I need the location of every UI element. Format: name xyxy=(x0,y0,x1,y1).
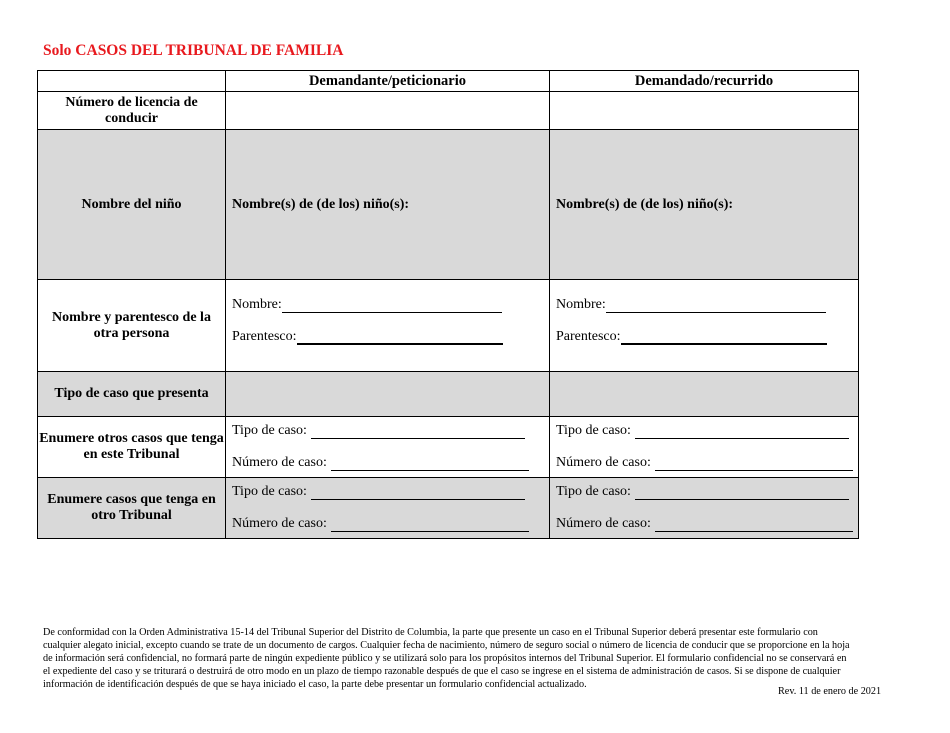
form-title: Solo CASOS DEL TRIBUNAL DE FAMILIA xyxy=(43,42,344,59)
license-row xyxy=(38,92,859,130)
respondent-relationship-field[interactable] xyxy=(621,329,827,345)
other-person-row-label: Nombre y parentesco de la otra persona xyxy=(38,280,226,372)
petitioner-external-case-number-line[interactable] xyxy=(331,517,529,532)
respondent-external-case-type-line[interactable] xyxy=(635,485,849,500)
petitioner-name-label: Nombre: xyxy=(232,296,282,312)
petitioner-other-cases-here-cell xyxy=(226,417,550,478)
petitioner-children-field[interactable] xyxy=(226,130,550,280)
respondent-children-field[interactable] xyxy=(550,130,859,280)
other-cases-elsewhere-row-label: Enumere casos que tenga en otro Tribunal xyxy=(38,478,226,539)
respondent-external-case-number-label: Número de caso: xyxy=(556,516,651,531)
petitioner-license-field[interactable] xyxy=(226,92,550,130)
petitioner-case-type-label: Tipo de caso: xyxy=(232,423,307,438)
respondent-case-number-label: Número de caso: xyxy=(556,455,651,470)
respondent-license-field[interactable] xyxy=(550,92,859,130)
license-row-label: Número de licencia de conducir xyxy=(38,92,226,130)
petitioner-relationship-field[interactable] xyxy=(297,329,503,345)
respondent-name-label: Nombre: xyxy=(556,296,606,312)
respondent-other-person-cell xyxy=(550,280,859,372)
petitioner-external-case-type-label: Tipo de caso: xyxy=(232,484,307,499)
respondent-column-header: Demandado/recurrido xyxy=(550,71,859,92)
other-cases-elsewhere-row xyxy=(38,478,859,539)
child-row xyxy=(38,130,859,280)
petitioner-case-type-line[interactable] xyxy=(311,424,525,439)
respondent-case-number-line[interactable] xyxy=(655,456,853,471)
petitioner-relationship-label: Parentesco: xyxy=(232,328,297,344)
case-type-row-label: Tipo de caso que presenta xyxy=(38,372,226,417)
petitioner-external-case-number-label: Número de caso: xyxy=(232,516,327,531)
petitioner-column-header: Demandante/peticionario xyxy=(226,71,550,92)
child-row-label: Nombre del niño xyxy=(38,130,226,280)
respondent-name-field[interactable] xyxy=(606,298,826,313)
respondent-case-type-field[interactable] xyxy=(550,372,859,417)
respondent-case-type-label: Tipo de caso: xyxy=(556,423,631,438)
respondent-other-cases-here-cell xyxy=(550,417,859,478)
petitioner-children-label: Nombre(s) de (de los) niño(s): xyxy=(232,196,410,212)
petitioner-case-number-line[interactable] xyxy=(331,456,529,471)
header-blank xyxy=(38,71,226,92)
petitioner-other-cases-elsewhere-cell xyxy=(226,478,550,539)
petitioner-name-field[interactable] xyxy=(282,298,502,313)
other-cases-here-row xyxy=(38,417,859,478)
petitioner-case-number-label: Número de caso: xyxy=(232,455,327,470)
other-cases-here-row-label: Enumere otros casos que tenga en este Tribunal xyxy=(38,417,226,478)
petitioner-case-type-field[interactable] xyxy=(226,372,550,417)
respondent-case-type-line[interactable] xyxy=(635,424,849,439)
respondent-children-label: Nombre(s) de (de los) niño(s): xyxy=(556,196,734,212)
other-person-row xyxy=(38,280,859,372)
respondent-external-case-type-label: Tipo de caso: xyxy=(556,484,631,499)
respondent-relationship-label: Parentesco: xyxy=(556,328,621,344)
respondent-external-case-number-line[interactable] xyxy=(655,517,853,532)
respondent-other-cases-elsewhere-cell xyxy=(550,478,859,539)
confidentiality-notice: De conformidad con la Orden Administrativa 15-14 del Tribunal Superior del Distrito de Columbia, la parte que presente un caso en el Tribunal Superior deberá presentar este formulario con cualquier alegato inicial, excepto cuando se trate de un documento de cargos. Cualquier fecha de nacimiento, número de seguro social o número de licencia de conducir que se proporcione en la hoja de información será confidencial, no formará parte de ningún expediente público y se utilizará solo para los propósitos internos del Tribunal Superior. El formulario confidencial no se conservará en el expediente del caso y se triturará o destruirá de otro modo en un plazo de tiempo razonable después de que el caso se ingrese en el sistema de administración de casos. Si se dispone de cualquier información de identificación después de que se haya iniciado el caso, la parte debe presentar un formulario confidencial actualizado. xyxy=(43,627,850,690)
case-type-row xyxy=(38,372,859,417)
petitioner-external-case-type-line[interactable] xyxy=(311,485,525,500)
family-case-table xyxy=(37,70,859,539)
revision-date: Rev. 11 de enero de 2021 xyxy=(778,686,882,697)
petitioner-other-person-cell xyxy=(226,280,550,372)
header-row xyxy=(38,71,859,92)
